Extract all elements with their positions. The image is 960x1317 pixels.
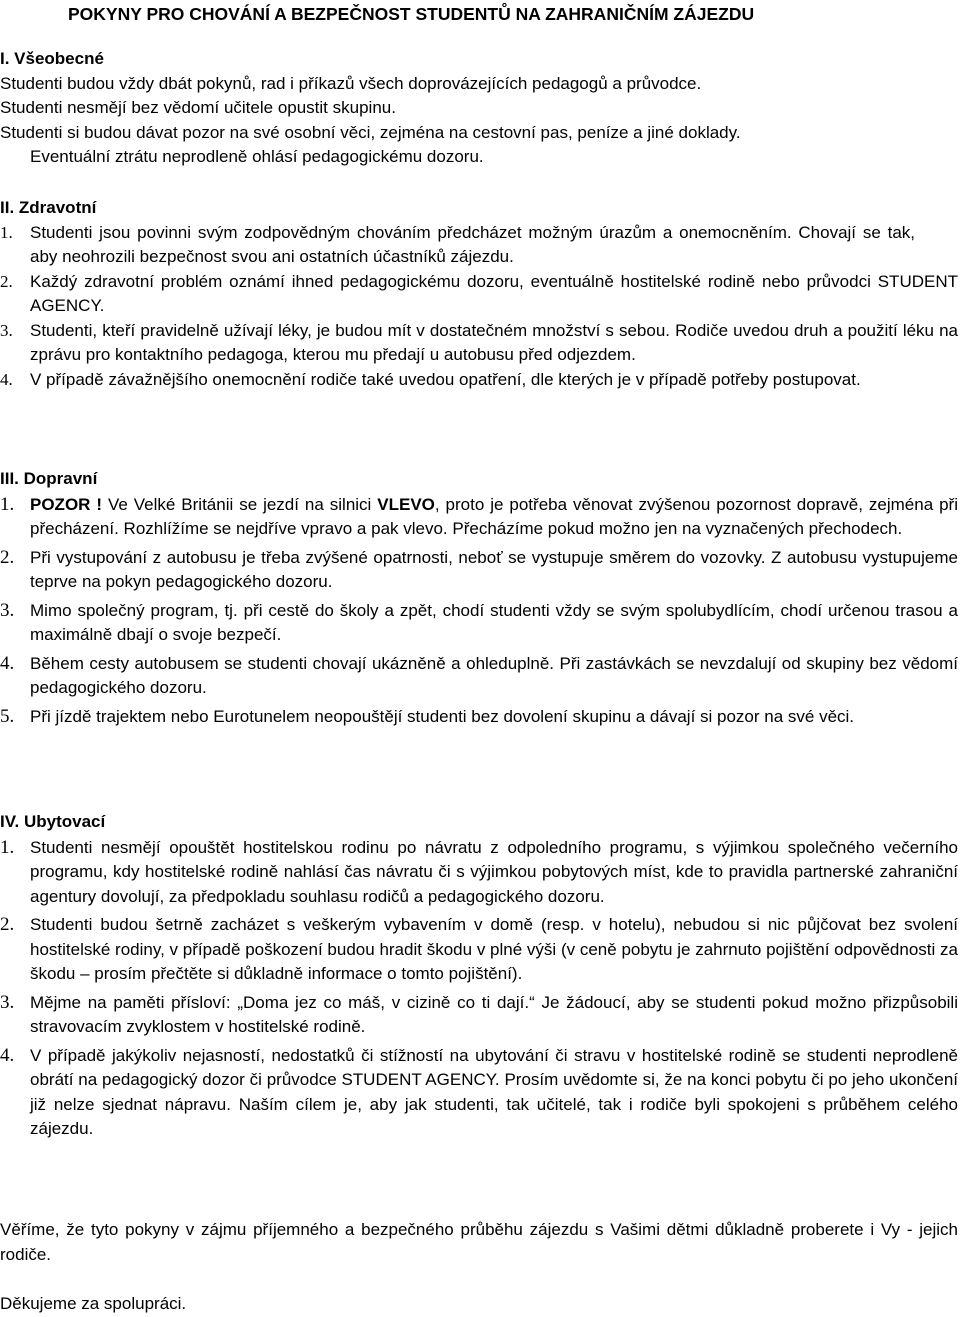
item-number: 2. bbox=[0, 271, 13, 291]
item-text: Mějme na paměti přísloví: „Doma jez co máš, v cizině co ti dají.“ Je žádoucí, aby se studenti pokud možno přizpůsobili stravovacím zvyklostem v hostitelské rodině. bbox=[30, 992, 958, 1036]
list-item bbox=[0, 836, 958, 910]
item-text: Mimo společný program, tj. při cestě do školy a zpět, chodí studenti vždy se svým spolubydlícím, chodí určenou trasou a maximálně dbají o svoje bezpečí. bbox=[30, 600, 958, 644]
item-text: Při vystupování z autobusu je třeba zvýšené opatrnosti, neboť se vystupuje směrem do vozovky. Z autobusu vystupujeme teprve na pokyn pedagogického dozoru. bbox=[30, 547, 958, 591]
section-heading: II. Zdravotní bbox=[0, 198, 97, 217]
item-text: Studenti, kteří pravidelně užívají léky, je budou mít v dostatečném množství s sebou. Rodiče uvedou druh a použití léku na zprávu pro kontaktního pedagoga, kterou mu předají u autobusu před odjezdem. bbox=[30, 320, 958, 364]
list-item bbox=[0, 991, 958, 1040]
general-line: Studenti nesmějí bez vědomí učitele opustit skupinu. bbox=[0, 98, 396, 117]
item-text: Studenti budou šetrně zacházet s veškerým vybavením v domě (resp. v hotelu), nebudou si nic půjčovat bez svolení hostitelské rodiny, v případě poškození budou hradit škodu v plné výši (v ceně pobytu je zahrnuto pojištění odpovědnosti za škodu – prosím přečtěte si důkladně informace o tomto pojištění). bbox=[30, 915, 958, 983]
closing-paragraph: Věříme, že tyto pokyny v zájmu příjemného a bezpečného průběhu zájezdu s Vašimi dětmi důkladně proberete i Vy - jejich rodiče. bbox=[0, 1220, 958, 1264]
general-line: Studenti budou vždy dbát pokynů, rad i příkazů všech doprovázejících pedagogů a průvodce. bbox=[0, 73, 702, 93]
thanks-line: Děkujeme za spolupráci. bbox=[0, 1294, 187, 1313]
item-text: V případě závažnějšího onemocnění rodiče také uvedou opatření, dle kterých je v případě potřeby postupovat. bbox=[30, 369, 861, 389]
section-heading: IV. Ubytovací bbox=[0, 812, 106, 831]
general-line: Eventuální ztrátu neprodleně ohlásí pedagogickému dozoru. bbox=[30, 147, 484, 166]
general-line: Studenti si budou dávat pozor na své osobní věci, zejména na cestovní pas, peníze a jiné doklady. bbox=[0, 122, 741, 142]
item-number: 2. bbox=[0, 546, 15, 568]
section-heading: III. Dopravní bbox=[0, 469, 98, 488]
item-number: 2. bbox=[0, 914, 15, 935]
list-item bbox=[0, 270, 958, 319]
item-number: 1. bbox=[0, 222, 13, 242]
section-general bbox=[0, 47, 958, 170]
list-item bbox=[0, 319, 958, 368]
list-item bbox=[0, 368, 958, 393]
list-item bbox=[0, 599, 958, 648]
item-text: Studenti jsou povinni svým zodpovědným chováním předcházet možným úrazům a onemocněním. Chovají se tak, aby neohrozili bezpečnost svou ani ostatních účastníků zájezdu. bbox=[30, 222, 915, 266]
item-number: 4. bbox=[0, 369, 13, 389]
section-heading: I. Všeobecné bbox=[0, 49, 104, 68]
document-title: POKYNY PRO CHOVÁNÍ A BEZPEČNOST STUDENTŮ NA ZAHRANIČNÍM ZÁJEZDU bbox=[68, 4, 755, 24]
item-number: 1. bbox=[0, 836, 15, 858]
list-item bbox=[0, 493, 958, 542]
item-text: Při jízdě trajektem nebo Eurotunelem neopouštějí studenti bez dovolení skupinu a dávají si pozor na své věci. bbox=[30, 706, 855, 726]
item-number: 3. bbox=[0, 320, 13, 340]
item-text: Během cesty autobusem se studenti chovají ukázněně a ohleduplně. Při zastávkách se nevzdalují od skupiny bez vědomí pedagogického dozoru. bbox=[30, 653, 958, 697]
list-item bbox=[0, 1044, 958, 1142]
item-text-part: , proto je potřeba věnovat zvýšenou pozornost dopravě, zejména při přecházení. Rozhlížíme se nejdříve vpravo a pak vlevo. Přecházíme pokud možno jen na vyznačených přechodech. bbox=[30, 494, 958, 538]
item-text: V případě jakýkoliv nejasností, nedostatků či stížností na ubytování či stravu v hostitelské rodině se studenti neprodleně obrátí na pedagogický dozor či průvodce STUDENT AGENCY. Prosím uvědomte si, že na konci pobytu či po jeho ukončení již nelze sjednat nápravu. Naším cílem je, aby jak studenti, tak učitelé, tak i rodiče byli spokojeni s průběhem celého zájezdu. bbox=[30, 1045, 958, 1138]
list-item bbox=[0, 705, 958, 730]
list-item bbox=[0, 221, 958, 270]
item-text-part: Ve Velké Británii se jezdí na silnici bbox=[102, 494, 378, 514]
item-number: 3. bbox=[0, 991, 15, 1013]
item-number: 1. bbox=[0, 493, 15, 515]
section-health bbox=[0, 196, 958, 392]
vlevo-emphasis: VLEVO bbox=[377, 494, 435, 514]
section-transport bbox=[0, 467, 958, 729]
item-text: Studenti nesmějí opouštět hostitelskou rodinu po návratu z odpoledního programu, s výjimkou společného večerního programu, kdy hostitelské rodině nahlásí čas návratu či s výjimkou pobytových míst, kde to pravidla partnerské zahraniční agentury dovolují, za předpokladu souhlasu rodičů a pedagogického dozoru. bbox=[30, 837, 958, 906]
item-number: 4. bbox=[0, 652, 15, 674]
section-accommodation bbox=[0, 810, 958, 1142]
item-number: 4. bbox=[0, 1044, 15, 1066]
list-item bbox=[0, 546, 958, 595]
pozor-emphasis: POZOR ! bbox=[30, 494, 103, 514]
item-number: 5. bbox=[0, 705, 15, 727]
item-text: Každý zdravotní problém oznámí ihned pedagogickému dozoru, eventuálně hostitelské rodině nebo průvodci STUDENT AGENCY. bbox=[30, 271, 958, 315]
item-number: 3. bbox=[0, 599, 15, 621]
list-item bbox=[0, 652, 958, 701]
item-text bbox=[30, 493, 958, 542]
list-item bbox=[0, 913, 958, 987]
